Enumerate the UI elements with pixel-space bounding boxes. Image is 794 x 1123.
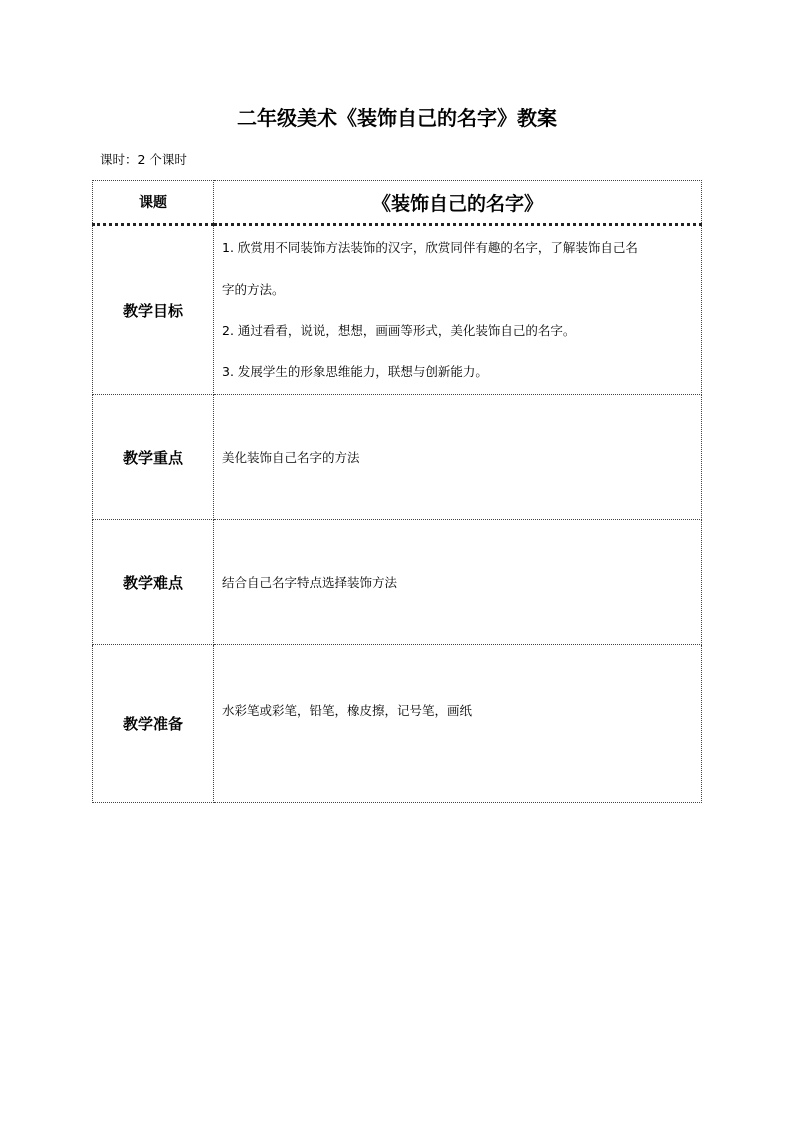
difficulties-label: 教学难点 bbox=[93, 520, 214, 645]
goals-label: 教学目标 bbox=[93, 225, 214, 395]
goal-line-3: 3. 发展学生的形象思维能力，联想与创新能力。 bbox=[222, 364, 488, 379]
goal-line-2: 2. 通过看看，说说，想想，画画等形式，美化装饰自己的名字。 bbox=[222, 323, 576, 338]
document-title: 二年级美术《装饰自己的名字》教案 bbox=[237, 106, 557, 130]
key-points-content: 美化装饰自己名字的方法 bbox=[214, 395, 702, 520]
preparation-content: 水彩笔或彩笔，铅笔，橡皮擦，记号笔，画纸 bbox=[214, 645, 702, 803]
lesson-plan-table bbox=[92, 180, 702, 803]
goal-line-1-cont: 字的方法。 bbox=[222, 282, 285, 297]
key-points-label: 教学重点 bbox=[93, 395, 214, 520]
lesson-topic: 《装饰自己的名字》 bbox=[214, 181, 702, 225]
goals-content bbox=[214, 225, 702, 395]
goals-row bbox=[93, 225, 702, 395]
class-hours: 课时：2 个课时 bbox=[100, 152, 187, 167]
difficulties-row bbox=[93, 520, 702, 645]
topic-label: 课题 bbox=[93, 181, 214, 225]
preparation-row bbox=[93, 645, 702, 803]
difficulties-content: 结合自己名字特点选择装饰方法 bbox=[214, 520, 702, 645]
key-points-row bbox=[93, 395, 702, 520]
goal-line-1: 1. 欣赏用不同装饰方法装饰的汉字，欣赏同伴有趣的名字，了解装饰自己名 bbox=[222, 240, 638, 255]
preparation-label: 教学准备 bbox=[93, 645, 214, 803]
topic-row bbox=[93, 181, 702, 225]
